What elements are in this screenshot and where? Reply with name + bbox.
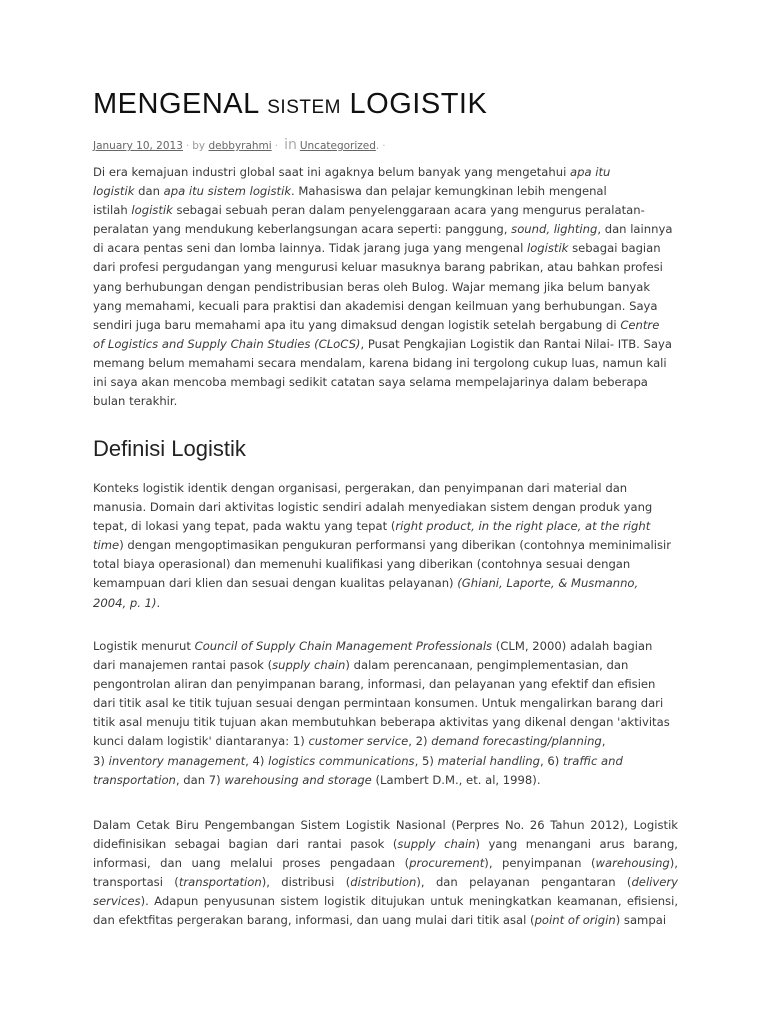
italic-term: apa itu sistem logistik [163, 184, 292, 199]
italic-term: traffic and [562, 753, 623, 768]
italic-term: logistik [93, 184, 135, 199]
text-line: di acara pentas seni dan lomba lainnya. Tidak jarang juga yang mengenal logistik sebagai bagian [93, 241, 661, 256]
post-title [93, 88, 487, 121]
italic-term: (Ghiani, Laporte, & Musmanno, [457, 576, 639, 591]
meta-separator: · [382, 140, 386, 152]
text-line: kunci dalam logistik' diantaranya: 1) customer service, 2) demand forecasting/planning, [93, 734, 606, 749]
italic-term: warehousing and storage [224, 772, 372, 787]
text-line: bulan terakhir. [93, 394, 178, 409]
definition-paragraph-1 [93, 479, 678, 613]
italic-term: customer service [308, 734, 409, 749]
italic-term: right product, in the right place, at the right [395, 519, 651, 534]
italic-term: procurement [409, 856, 485, 871]
text-line: 3) inventory management, 4) logistics communications, 5) material handling, 6) traffic and [93, 753, 623, 768]
section-heading: Definisi Logistik [93, 436, 246, 461]
italic-term: transportation [93, 772, 176, 787]
text-line: dari manajemen rantai pasok (supply chain) dalam perencanaan, pengimplementasian, dan [93, 658, 629, 673]
italic-term: point of origin [534, 913, 616, 928]
text-line: transportation, dan 7) warehousing and storage (Lambert D.M., et. al, 1998). [93, 772, 541, 787]
text-line: ini saya akan mencoba membagi sedikit catatan saya selama mempelajarinya dalam beberapa [93, 375, 648, 390]
italic-term: logistik [131, 203, 173, 218]
text-line: didefinisikan sebagai bagian dari rantai pasok (supply chain) yang menangani arus barang, [93, 837, 678, 852]
italic-term: Council of Supply Chain Management Professionals [194, 639, 493, 653]
italic-term: of Logistics and Supply Chain Studies (CLoCS) [93, 336, 361, 351]
text-line: transportasi (transportation), distribusi (distribution), dan pelayanan pengantaran (delivery [93, 875, 679, 890]
text-line: istilah logistik sebagai sebuah peran dalam penyelenggaraan acara yang mengurus peralatan- [93, 203, 645, 218]
author-link[interactable]: debbyrahmi [208, 140, 272, 152]
text-line: Konteks logistik identik dengan organisasi, pergerakan, dan penyimpanan dari material dan [93, 481, 628, 495]
text-line: total biaya operasional) dan memenuhi kualifikasi yang diberikan (contohnya sesuai dengan [93, 557, 631, 572]
italic-term: logistics communications [268, 753, 415, 768]
italic-term: material handling [437, 753, 540, 768]
italic-term: Centre [620, 317, 660, 332]
text-line: services). Adapun penyusunan sistem logistik ditujukan untuk meningkatkan keamanan, efisiensi, [93, 894, 678, 909]
by-label: by [192, 140, 206, 152]
text-line: titik asal menuju titik tujuan akan membutuhkan beberapa aktivitas yang dikenal dengan 'aktivitas [93, 715, 670, 730]
italic-term: time [93, 538, 120, 553]
text-line: Dalam Cetak Biru Pengembangan Sistem Logistik Nasional (Perpres No. 26 Tahun 2012), Logistik [93, 818, 678, 832]
in-label: in [284, 137, 297, 153]
meta-separator: · [274, 140, 279, 152]
italic-term: delivery [631, 875, 679, 890]
text-line: dari profesi pergudangan yang mengurusi keluar masuknya barang pabrikan, atau bahkan profesi [93, 260, 663, 275]
meta-separator: · [185, 140, 190, 152]
meta-period: . [375, 140, 380, 152]
text-line: dari titik asal ke titik tujuan sesuai dengan permintaan konsumen. Untuk mengalirkan barang dari [93, 696, 664, 711]
italic-term: transportation [178, 875, 262, 890]
post-meta [93, 137, 389, 153]
text-line: 2004, p. 1). [93, 595, 161, 610]
text-line: yang memahami, kecuali para praktisi dan akademisi dengan keilmuan yang berhubungan. Saya [93, 298, 658, 313]
italic-term: distribution [350, 875, 417, 890]
italic-term: supply chain [397, 837, 476, 852]
text-line: sendiri juga baru memahami apa itu yang dimaksud dengan logistik setelah bergabung di Centre [93, 317, 660, 332]
text-line: Logistik menurut Council of Supply Chain Management Professionals (CLM, 2000) adalah bagian [93, 639, 653, 653]
text-line: logistik dan apa itu sistem logistik. Mahasiswa dan pelajar kemungkinan lebih mengenal [93, 184, 607, 199]
italic-term: logistik [526, 241, 569, 256]
text-line: peralatan yang mendukung keberlangsungan acara seperti: panggung, sound, lighting, dan lainnya [93, 222, 673, 237]
text-line: manusia. Domain dari aktivitas logistic sendiri adalah menyediakan sistem dengan produk yang [93, 500, 653, 515]
text-line: kemampuan dari klien dan sesuai dengan kualitas pelayanan) (Ghiani, Laporte, & Musmanno, [93, 576, 639, 591]
definition-paragraph-2 [93, 637, 678, 790]
italic-term: sound, lighting [511, 222, 598, 237]
italic-term: demand forecasting/planning [431, 734, 602, 749]
text-line: pengontrolan aliran dan penyimpanan barang, informasi, dan pelayanan yang efektif dan efisien [93, 677, 656, 692]
italic-term: 2004, p. 1) [93, 595, 157, 610]
italic-term: apa itu [569, 165, 611, 179]
text-line: informasi, dan uang melalui proses pengadaan (procurement), penyimpanan (warehousing), [93, 856, 678, 871]
italic-term: services [93, 894, 141, 909]
intro-paragraph [93, 163, 678, 411]
italic-term: warehousing [595, 856, 670, 871]
italic-term: inventory management [108, 753, 246, 768]
title-word-sistem: SISTEM [267, 97, 341, 118]
text-line: time) dengan mengoptimasikan pengukuran performansi yang diberikan (contohnya meminimalisir [93, 538, 672, 553]
definition-paragraph-3 [93, 816, 678, 931]
text-line: memang belum memahami secara mendalam, karena bidang ini tergolong cukup luas, namun kali [93, 355, 667, 370]
text-line: tepat, di lokasi yang tepat, pada waktu yang tepat (right product, in the right place, at the right [93, 519, 651, 534]
category-link[interactable]: Uncategorized [299, 140, 376, 152]
post-date-link[interactable]: January 10, 2013 [93, 140, 183, 152]
text-line: yang berhubungan dengan pendistribusian beras oleh Bulog. Wajar memang jika belum banyak [93, 279, 651, 294]
italic-term: supply chain [272, 658, 346, 673]
title-word-mengenal: MENGENAL [93, 88, 259, 120]
text-line: of Logistics and Supply Chain Studies (CLoCS), Pusat Pengkajian Logistik dan Rantai Nilai- ITB. Saya [93, 336, 672, 351]
title-word-logistik: LOGISTIK [349, 88, 488, 120]
text-line: Di era kemajuan industri global saat ini agaknya belum banyak yang mengetahui apa itu [93, 165, 611, 179]
text-line: dan efektfitas pergerakan barang, informasi, dan uang mulai dari titik asal (point of origin) sampai [93, 913, 667, 928]
